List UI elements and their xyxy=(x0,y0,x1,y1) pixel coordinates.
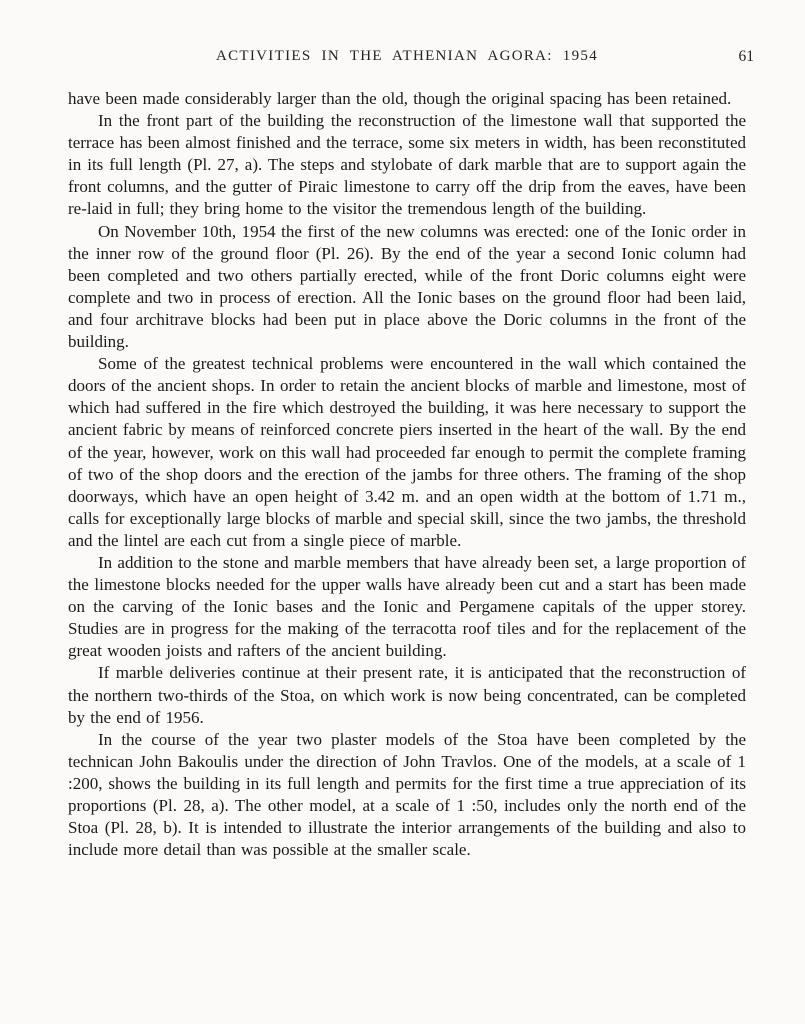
article-body xyxy=(68,88,746,861)
paragraph-continuation: have been made considerably larger than the old, though the original spacing has been retained. xyxy=(68,89,732,108)
paragraph: In addition to the stone and marble members that have already been set, a large proportion of the limestone blocks needed for the upper walls have already been cut and a start has been made on the carving of the Ionic bases and the Ionic and Pergamene capitals of the upper storey. Studies are in progress for the making of the terracotta roof tiles and for the replacement of the great wooden joists and rafters of the ancient building. xyxy=(68,552,746,661)
paragraph: If marble deliveries continue at their present rate, it is anticipated that the reconstruction of the northern two-thirds of the Stoa, on which work is now being concentrated, can be completed by the end of 1956. xyxy=(68,663,746,727)
running-header-title: ACTIVITIES IN THE ATHENIAN AGORA: 1954 xyxy=(215,48,599,64)
page-content xyxy=(68,48,754,861)
paragraph: In the front part of the building the reconstruction of the limestone wall that supported the terrace has been almost finished and the terrace, some six meters in width, has been reconstituted in its full length (Pl. 27, a). The steps and stylobate of dark marble that are to support again the front columns, and the gutter of Piraic limestone to carry off the drip from the eaves, have been re-laid in full; they bring home to the visitor the tremendous length of the building. xyxy=(68,111,746,219)
page-number: 61 xyxy=(738,48,754,65)
paragraph: Some of the greatest technical problems were encountered in the wall which contained the doors of the ancient shops. In order to retain the ancient blocks of marble and limestone, most of which had suffered in the fire which destroyed the building, it was here necessary to support the ancient fabric by means of reinforced concrete piers inserted in the heart of the wall. By the end of the year, however, work on this wall had proceeded far enough to permit the complete framing of two of the shop doors and the erection of the jambs for three others. The framing of the shop doorways, which have an open height of 3.42 m. and an open width at the bottom of 1.71 m., calls for exceptionally large blocks of marble and special skill, since the two jambs, the threshold and the lintel are each cut from a single piece of marble. xyxy=(68,354,746,550)
paragraph: In the course of the year two plaster models of the Stoa have been completed by the technican John Bakoulis under the direction of John Travlos. One of the models, at a scale of 1 :200, shows the building in its full length and permits for the first time a true appreciation of its proportions (Pl. 28, a). The other model, at a scale of 1 :50, includes only the north end of the Stoa (Pl. 28, b). It is intended to illustrate the interior arrangements of the building and also to include more detail than was possible at the smaller scale. xyxy=(68,729,746,860)
paragraph: On November 10th, 1954 the first of the new columns was erected: one of the Ionic order in the inner row of the ground floor (Pl. 26). By the end of the year a second Ionic column had been completed and two others partially erected, while of the front Doric columns eight were complete and two in process of erection. All the Ionic bases on the ground floor had been laid, and four architrave blocks had been put in place above the Doric columns in the front of the building. xyxy=(68,221,746,352)
running-header xyxy=(68,48,754,70)
